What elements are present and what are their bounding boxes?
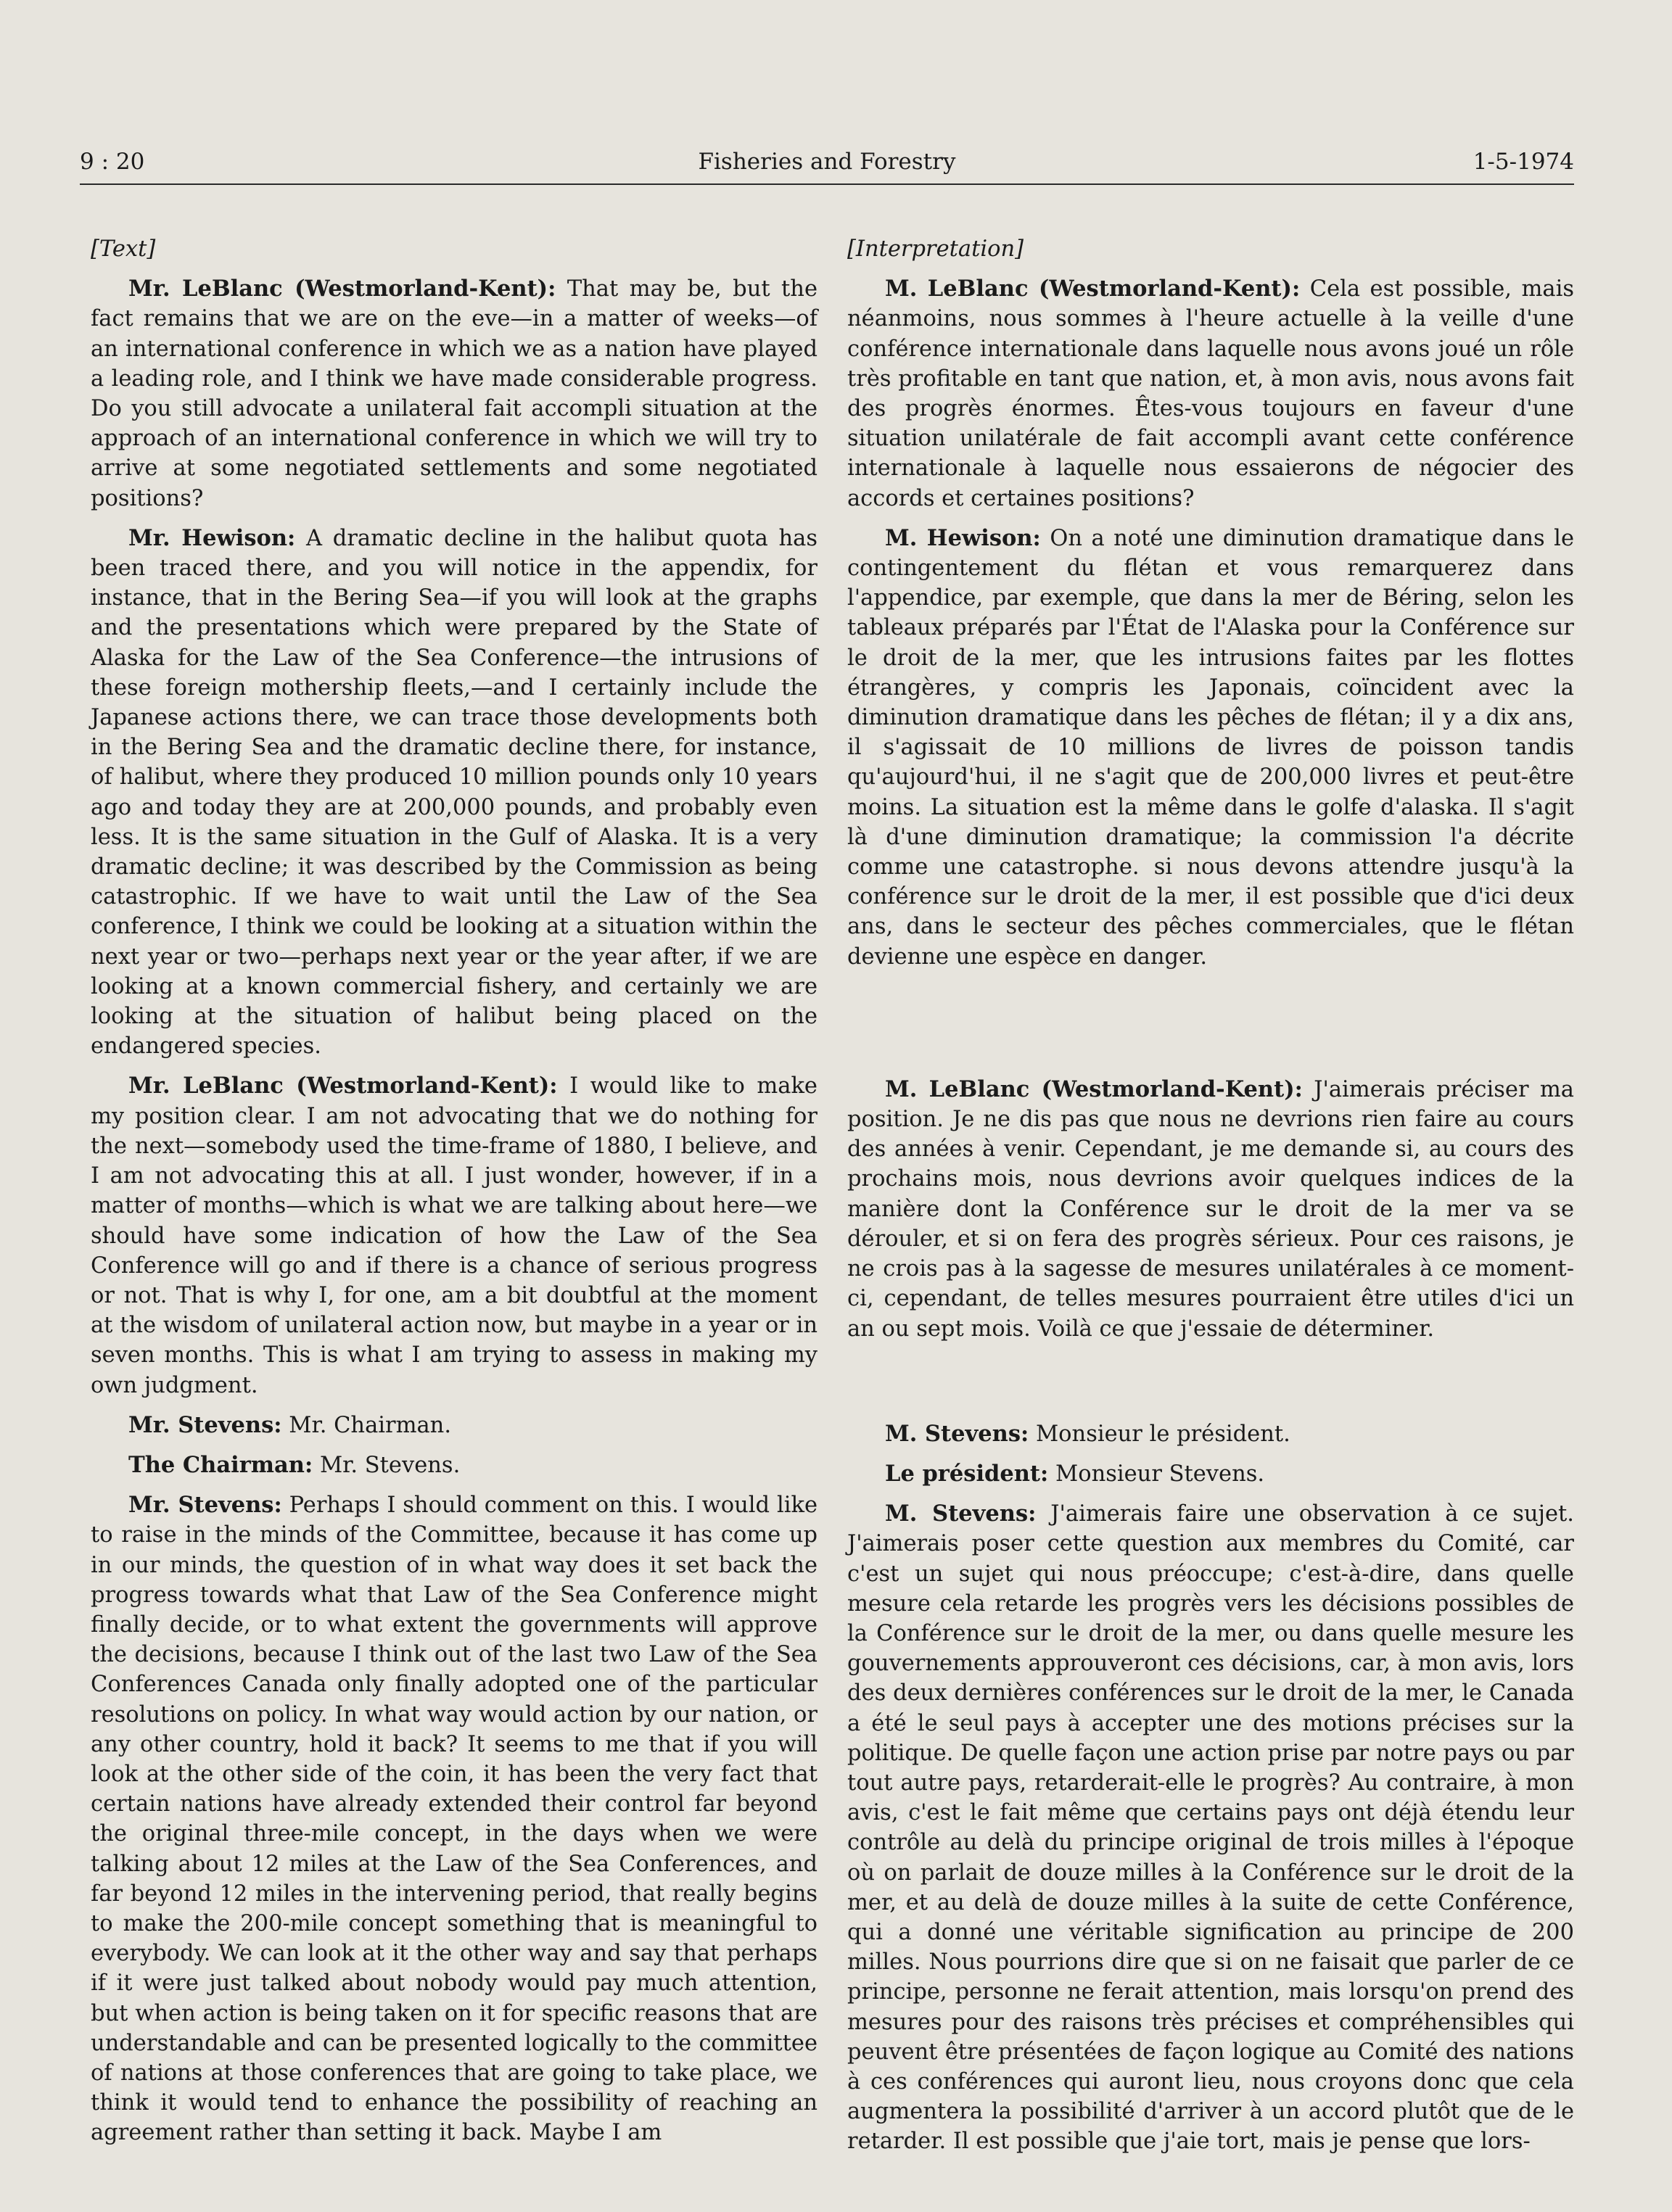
speaker: M. Stevens: xyxy=(885,1420,1029,1447)
column-label: [Interpretation] xyxy=(847,236,1024,262)
paragraph xyxy=(91,1071,818,1400)
speech: On a noté une diminution dramatique dans le contingentement du flétan et vous remarquerez dans l'appendice, par exemple, que dans la mer de Béring, selon les tableaux préparés par l'État de l'Alaska pour la Conférence sur le droit de la mer, que les intrusions faites par les flottes étrangères, y compris les Japonais, coïncident avec la diminution dramatique dans les pêches de flétan; il y a dix ans, il s'agissait de 10 millions de livres de poisson tandis qu'aujourd'hui, il ne s'agit que de 200,000 livres et peut-être moins. La situation est la même dans le golfe d'alaska. Il s'agit là d'une diminution dramatique; la commission l'a décrite comme une catastrophe. si nous devons attendre jusqu'à la conférence sur le droit de la mer, il est possible que d'ici deux ans, dans le secteur des pêches commerciales, que le flétan devienne une espèce en danger. xyxy=(847,525,1574,970)
speaker: Mr. Stevens: xyxy=(128,1492,282,1519)
speaker: Le président: xyxy=(885,1460,1049,1487)
speech: J'aimerais faire une observation à ce sujet. J'aimerais poser cette question aux membres du Comité, car c'est un sujet qui nous préoccupe; c'est-à-dire, dans quelle mesure cela retarde les progrès vers les décisions possibles de la Conférence sur le droit de la mer, ou dans quelle mesure les gouvernements approuveront ces décisions, car, à mon avis, lors des deux dernières conférences sur le droit de la mer, le Canada a été le seul pays à accepter une des motions précises sur la politique. De quelle façon une action prise par notre pays ou par tout autre pays, retarderait-elle le progrès? Au contraire, à mon avis, c'est le fait même que certains pays ont déjà étendu leur contrôle au delà du principe original de trois milles à l'époque où on parlait de douze milles à la Conférence sur le droit de la mer, et au delà de douze milles à la suite de cette Conférence, qui a donné une véritable signification au principe de 200 milles. Nous pourrions dire que si on ne faisait que parler de ce principe, personne ne ferait attention, mais lorsqu'on prend des mesures pour des raisons très précises et compréhensibles qui peuvent être présentées de façon logique au Comité des nations à ces conférences qui auront lieu, nous croyons donc que cela augmentera la possibilité d'arriver à un accord plutôt que de le retarder. Il est possible que j'aie tort, mais je pense que lors- xyxy=(847,1501,1574,2155)
speaker: Mr. LeBlanc (Westmorland-Kent): xyxy=(128,1073,558,1099)
paragraph xyxy=(847,1499,1574,2156)
speaker: M. Hewison: xyxy=(885,524,1041,551)
speech: I would like to make my position clear. I am not advocating that we do nothing for the next—somebody used the time-frame of 1880, I believe, and I am not advocating this at all. I just wonder, however, if in a matter of months—which is what we are talking about here—we should have some indication of how the Law of the Sea Conference will go and if there is a chance of serious progress or not. That is why I, for one, am a bit doubtful at the moment at the wisdom of unilateral action now, but maybe in a year or in seven months. This is what I am trying to assess in making my own judgment. xyxy=(91,1073,818,1398)
speech: Perhaps I should comment on this. I would like to raise in the minds of the Committee, because it has come up in our minds, the question of in what way does it set back the progress towards what that Law of the Sea Conference might finally decide, or to what extent the governments will approve the decisions, because I think out of the last two Law of the Sea Conferences Canada only finally adopted one of the particular resolutions on policy. In what way would action by our nation, or any other country, hold it back? It seems to me that if you will look at the other side of the coin, it has been the very fact that certain nations have already extended their control far beyond the original three-mile concept, in the days when we were talking about 12 miles at the Law of the Sea Conferences, and far beyond 12 miles in the intervening period, that really begins to make the 200-mile concept something that is meaningful to everybody. We can look at it the other way and say that perhaps if it were just talked about nobody would pay much attention, but when action is being taken on it for specific reasons that are understandable and can be presented logically to the committee of nations at those conferences that are going to take place, we think it would tend to enhance the possibility of reaching an agreement rather than setting it back. Maybe I am xyxy=(91,1493,818,2146)
speech: That may be, but the fact remains that we are on the eve—in a matter of weeks—of an international conference in which we as a nation have played a leading role, and I think we have made considerable progress. Do you still advocate a unilateral fait accompli situation at the approach of an international conference in which we will try to arrive at some negotiated settlements and some negotiated positions? xyxy=(91,276,818,511)
speech: Mr. Stevens. xyxy=(319,1452,461,1478)
running-header xyxy=(80,149,1574,183)
french-column xyxy=(847,234,1574,2157)
paragraph xyxy=(847,1419,1574,1449)
speech: A dramatic decline in the halibut quota has been traced there, and you will notice in the appendix, for instance, that in the Bering Sea—if you will look at the graphs and the presentations which were prepared by the State of Alaska for the Law of the Sea Conference—the intrusions of these foreign mothership fleets,—and I certainly include the Japanese actions there, we can trace those developments both in the Bering Sea and the dramatic decline there, for instance, of halibut, where they produced 10 million pounds only 10 years ago and today they are at 200,000 pounds, and probably even less. It is the same situation in the Gulf of Alaska. It is a very dramatic decline; it was described by the Commission as being catastrophic. If we have to wait until the Law of the Sea conference, I think we could be looking at a situation within the next year or two—perhaps next year or the year after, if we are looking at a known commercial fishery, and certainly we are looking at the situation of halibut being placed on the endangered species. xyxy=(91,525,818,1060)
running-title: Fisheries and Forestry xyxy=(698,149,956,175)
paragraph xyxy=(847,1459,1574,1489)
speech: Monsieur Stevens. xyxy=(1055,1461,1265,1487)
header-date: 1-5-1974 xyxy=(1473,149,1574,175)
speaker: Mr. LeBlanc (Westmorland-Kent): xyxy=(128,276,556,302)
paragraph xyxy=(847,524,1574,972)
speech: Cela est possible, mais néanmoins, nous sommes à l'heure actuelle à la veille d'une conférence internationale dans laquelle nous avons joué un rôle très profitable en tant que nation, et, à mon avis, nous avons fait des progrès énormes. Êtes-vous toujours en faveur d'une situation unilatérale de fait accompli avant cette conférence internationale à laquelle nous essaierons de négocier des accords et certaines positions? xyxy=(847,276,1575,511)
paragraph xyxy=(847,274,1574,513)
speaker: M. Stevens: xyxy=(885,1501,1037,1527)
paragraph xyxy=(91,1490,818,2147)
speech: J'aimerais préciser ma position. Je ne dis pas que nous ne devrions rien faire au cours des années à venir. Cependant, je me demande si, au cours des prochains mois, nous devrions avoir quelques indices de la manière dont la Conférence sur le droit de la mer va se dérouler, et si on fera des progrès sérieux. Pour ces raisons, je ne crois pas à la sagesse de mesures unilatérales à ce moment-ci, cependant, de telles mesures pourraient être utiles d'ici un an ou sept mois. Voilà ce que j'essaie de déterminer. xyxy=(847,1076,1574,1342)
header-rule xyxy=(80,183,1574,185)
speaker: The Chairman: xyxy=(128,1451,313,1478)
paragraph xyxy=(91,1411,818,1440)
paragraph xyxy=(91,1450,818,1480)
speech: Mr. Chairman. xyxy=(289,1412,452,1438)
english-column xyxy=(91,234,818,2148)
paragraph xyxy=(91,274,818,513)
speaker: M. LeBlanc (Westmorland-Kent): xyxy=(885,1076,1303,1102)
paragraph xyxy=(91,524,818,1062)
speaker: Mr. Hewison: xyxy=(128,524,296,551)
speaker: M. LeBlanc (Westmorland-Kent): xyxy=(885,276,1301,302)
speech: Monsieur le président. xyxy=(1035,1421,1290,1447)
column-label: [Text] xyxy=(91,236,156,262)
page-number: 9 : 20 xyxy=(80,149,145,175)
paragraph xyxy=(847,1075,1574,1344)
speaker: Mr. Stevens: xyxy=(128,1411,282,1438)
